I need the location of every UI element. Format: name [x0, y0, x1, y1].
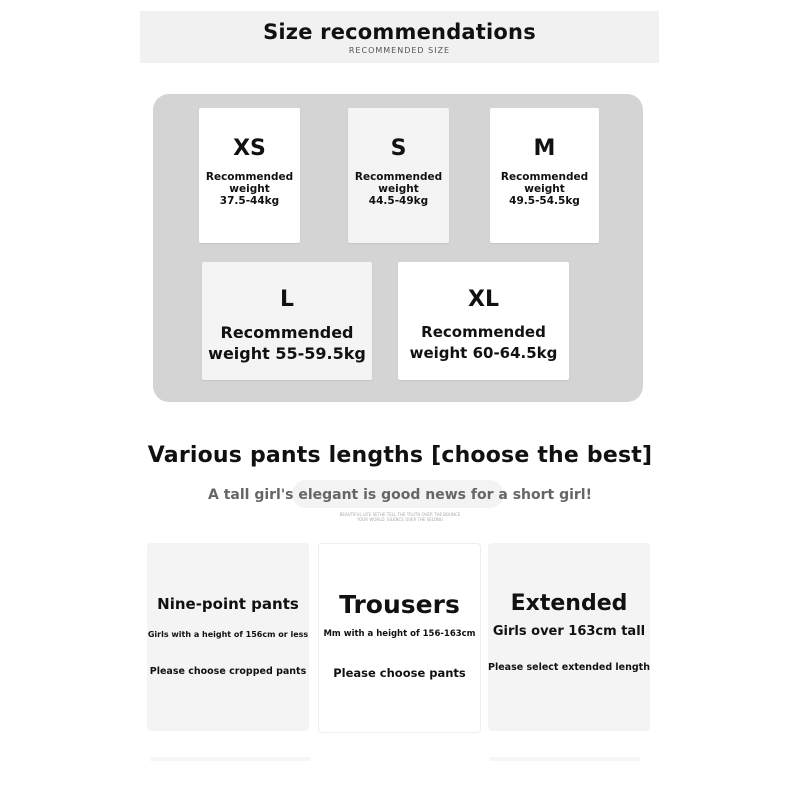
length-advice-text: Please choose pants: [333, 666, 466, 680]
length-card-trousers: [318, 543, 481, 733]
size-card-xs: [199, 108, 300, 243]
length-height-text: Girls with a height of 156cm or less: [147, 630, 309, 639]
fine-print-line-2: YOUR WORLD, SILENCE OVER THE SEIZING: [356, 517, 444, 522]
size-subtitle: RECOMMENDED SIZE: [348, 46, 451, 55]
size-card-s: [348, 108, 449, 243]
size-weight-range: 44.5-49kg: [368, 195, 429, 207]
size-weight-range: 49.5-54.5kg: [509, 195, 580, 207]
size-weight-range: 37.5-44kg: [219, 195, 280, 207]
length-advice-text: Please choose cropped pants: [149, 666, 307, 677]
length-title: Trousers: [339, 590, 460, 619]
size-card-xl: [398, 262, 569, 380]
size-recommended-text: Recommended: [500, 171, 589, 183]
size-weight-text: weight: [524, 183, 565, 195]
size-weight-text: weight: [229, 183, 270, 195]
lengths-title: Various pants lengths [choose the best]: [147, 443, 653, 468]
size-label: L: [279, 287, 295, 312]
size-weight-text: weight: [378, 183, 419, 195]
size-recommended-text: Recommended: [354, 171, 443, 183]
length-height-text: Mm with a height of 156-163cm: [323, 629, 476, 639]
size-label: M: [533, 136, 556, 161]
length-title: Nine-point pants: [157, 595, 299, 613]
size-recommended-text: Recommended: [220, 323, 354, 342]
fine-print: [320, 512, 480, 522]
divider: [490, 757, 640, 761]
size-card-m: [490, 108, 599, 243]
length-advice-text: Please select extended length: [488, 662, 650, 673]
size-weight-range: weight 55-59.5kg: [208, 344, 366, 363]
length-card-nine-point: [147, 543, 309, 731]
size-recommended-text: Recommended: [205, 171, 294, 183]
divider: [150, 757, 310, 761]
size-panel: [153, 94, 643, 402]
length-height-text: Girls over 163cm tall: [492, 624, 646, 639]
size-label: XS: [233, 136, 266, 161]
size-label: XL: [468, 287, 499, 312]
fine-print-line-1: BEAUTIFUL LIFE SETHE TELL THE TRUTH OVER THE BOUNCE: [339, 512, 461, 517]
size-card-l: [202, 262, 372, 380]
lengths-tagline: A tall girl's elegant is good news for a short girl!: [208, 487, 592, 503]
size-header: [140, 11, 659, 63]
length-card-extended: [488, 543, 650, 731]
size-weight-range: weight 60-64.5kg: [409, 344, 558, 362]
size-title: Size recommendations: [263, 20, 536, 44]
size-label: S: [390, 136, 407, 161]
length-title: Extended: [510, 591, 628, 616]
size-recommended-text: Recommended: [421, 323, 546, 341]
